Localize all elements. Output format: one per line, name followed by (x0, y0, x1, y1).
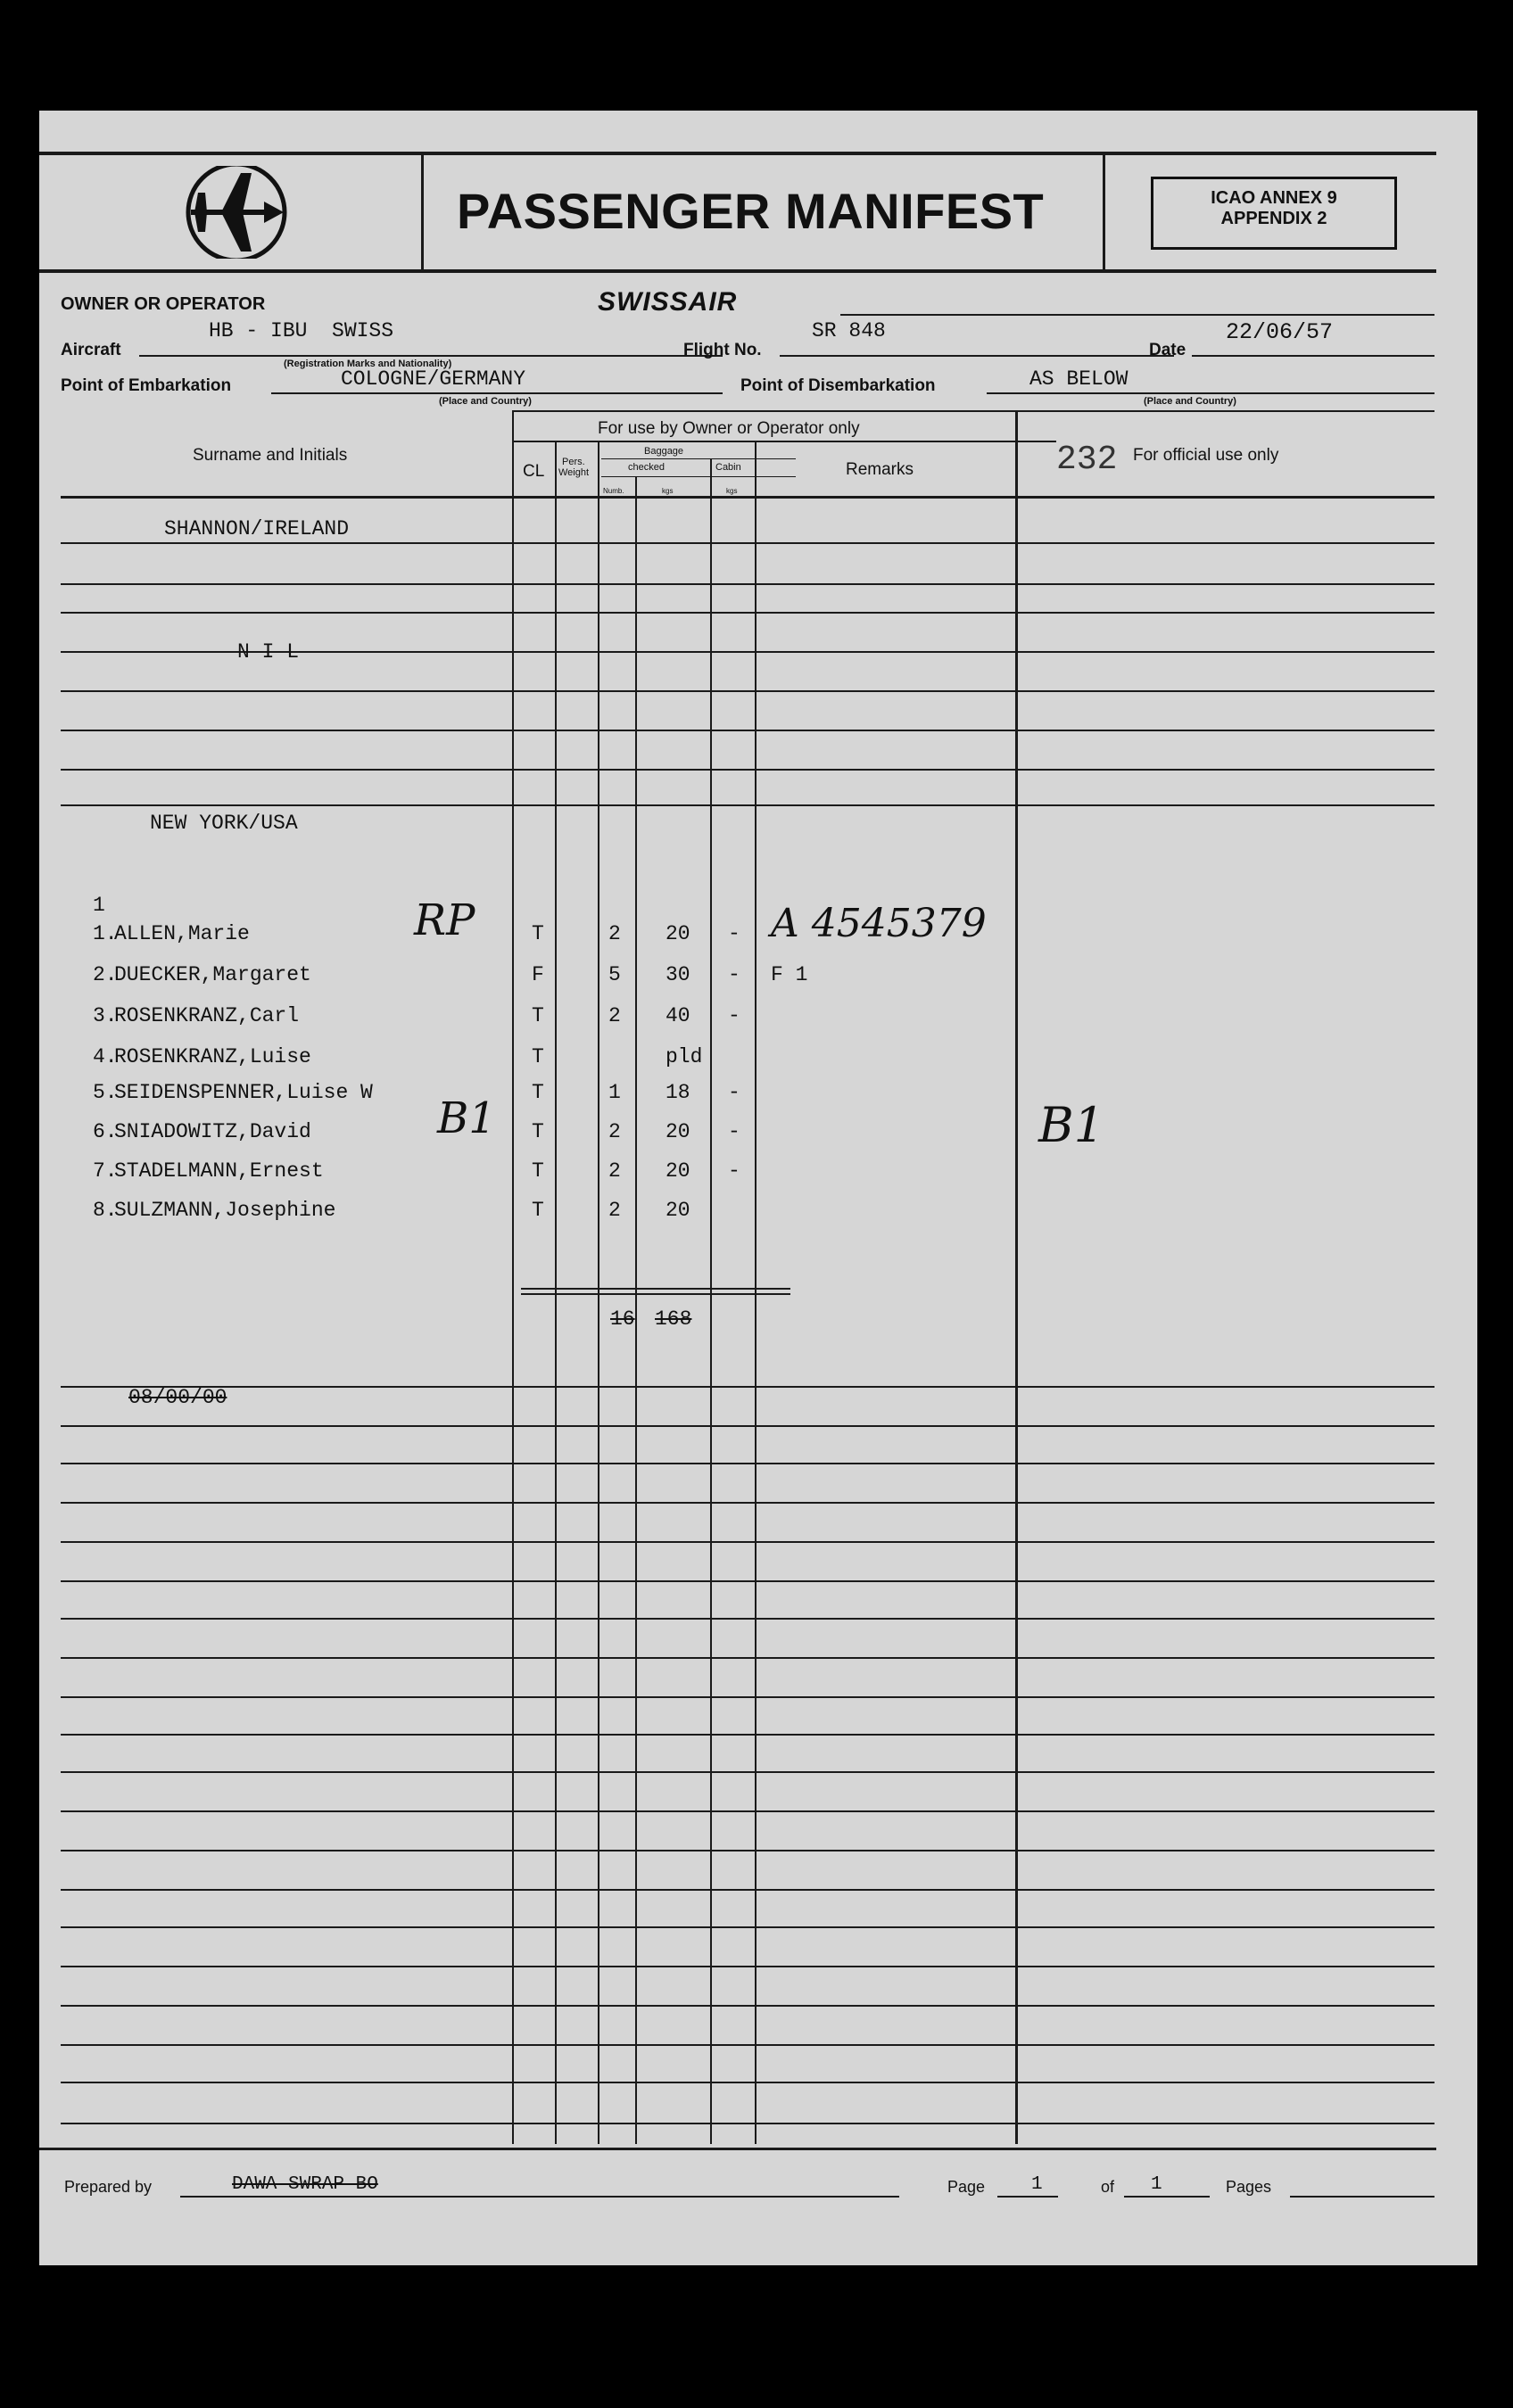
ruled-line (61, 1580, 1434, 1582)
checked-rule (601, 476, 796, 477)
disembark-rule (987, 392, 1434, 394)
official-mark: B1 (1038, 1097, 1105, 1153)
handwritten-mark: B1 (437, 1093, 496, 1143)
manifest-sheet (39, 111, 1477, 2265)
date-label: Date (1149, 341, 1186, 359)
col-kgs: kgs (662, 487, 674, 495)
col-cl: CL (523, 462, 545, 481)
passenger-number: 8. (93, 1199, 118, 1222)
passenger-class: T (532, 1159, 544, 1183)
passenger-remarks: F 1 (771, 963, 808, 986)
table-row (39, 895, 1436, 958)
pages-rule (1290, 2196, 1434, 2198)
header-top-line (512, 410, 1434, 412)
prepared-value: DAWA SWRAP BO (232, 2174, 378, 2195)
passenger-name: SULZMANN,Josephine (114, 1199, 336, 1222)
baggage-weight: 20 (666, 1159, 690, 1183)
date-value: 22/06/57 (1226, 319, 1334, 345)
passenger-name: ROSENKRANZ,Luise (114, 1045, 311, 1068)
passenger-class: T (532, 922, 544, 945)
col-official: For official use only (1133, 446, 1279, 465)
baggage-weight: 20 (666, 1120, 690, 1143)
aircraft-rule (139, 355, 723, 357)
table-row (39, 963, 1436, 999)
cabin-baggage: - (728, 1081, 740, 1104)
col-line-numb (635, 476, 637, 2144)
footer-top-line (39, 2148, 1436, 2150)
passenger-name: ALLEN,Marie (114, 922, 250, 945)
embark-value: COLOGNE/GERMANY (341, 367, 526, 391)
page-title: PASSENGER MANIFEST (457, 183, 1045, 239)
table-row (39, 1093, 1436, 1156)
header-divider-2 (1103, 152, 1105, 271)
official-number: 232 (1056, 441, 1118, 479)
owner-label: OWNER OR OPERATOR (61, 294, 266, 314)
col-weight: Weight (558, 467, 590, 478)
baggage-count: 2 (608, 1004, 621, 1027)
section-nil: N I L (237, 640, 300, 664)
disembark-label: Point of Disembarkation (740, 376, 936, 395)
passenger-remarks: A 4545379 (771, 901, 987, 946)
operator-use-label: For use by Owner or Operator only (598, 419, 860, 438)
cabin-baggage: - (728, 922, 740, 945)
col-remarks: Remarks (846, 460, 914, 479)
section-newyork: NEW YORK/USA (150, 812, 298, 835)
ruled-line (61, 2082, 1434, 2083)
icao-box (1151, 177, 1397, 250)
col-pers: Pers. (562, 457, 585, 467)
ruled-line (61, 769, 1434, 771)
baggage-rule (601, 458, 796, 459)
passenger-number: 2. (93, 963, 118, 986)
baggage-count: 5 (608, 963, 621, 986)
passenger-class: T (532, 1045, 544, 1068)
table-row (39, 1199, 1436, 1234)
baggage-weight: 20 (666, 1199, 690, 1222)
baggage-weight: 18 (666, 1081, 690, 1104)
ruled-line (61, 583, 1434, 585)
aircraft-caption: (Registration Marks and Nationality) (284, 359, 452, 369)
ruled-line (61, 1966, 1434, 1967)
ruled-line (61, 1386, 1434, 1388)
baggage-weight: pld (666, 1045, 703, 1068)
table-row (39, 1081, 1436, 1117)
flight-label: Flight No. (683, 341, 762, 359)
cabin-baggage: - (728, 963, 740, 986)
baggage-count: 2 (608, 1120, 621, 1143)
header-bottom-line (61, 496, 1434, 499)
owner-rule (840, 314, 1434, 316)
col-line-kgs (710, 458, 712, 2144)
ruled-line (61, 2005, 1434, 2007)
airplane-icon (186, 166, 287, 259)
of-value: 1 (1151, 2174, 1162, 2195)
ruled-line (61, 1850, 1434, 1851)
ruled-line (61, 1734, 1434, 1736)
col-numb: Numb. (603, 487, 624, 495)
of-rule (1124, 2196, 1210, 2198)
baggage-weight: 30 (666, 963, 690, 986)
ruled-line (61, 804, 1434, 806)
passenger-class: T (532, 1199, 544, 1222)
col-line-remarks (1015, 410, 1018, 2144)
passenger-number: 4. (93, 1045, 118, 1068)
baggage-weight: 40 (666, 1004, 690, 1027)
disembark-caption: (Place and Country) (1144, 396, 1236, 407)
cabin-baggage: - (728, 1159, 740, 1183)
flight-rule (780, 355, 1174, 357)
date-rule (1192, 355, 1434, 357)
total-numb: 16 (610, 1307, 635, 1331)
passenger-number: 3. (93, 1004, 118, 1027)
ruled-line (61, 1889, 1434, 1891)
embark-rule (271, 392, 723, 394)
table-row (39, 1159, 1436, 1195)
embark-label: Point of Embarkation (61, 376, 232, 395)
passenger-class: T (532, 1120, 544, 1143)
col-line-surname (512, 410, 514, 2144)
passenger-class: F (532, 963, 544, 986)
baggage-count: 2 (608, 1199, 621, 1222)
baggage-count: 1 (608, 1081, 621, 1104)
ruled-line (61, 1657, 1434, 1659)
table-row (39, 1004, 1436, 1040)
flight-value: SR 848 (812, 319, 886, 342)
ruled-line (61, 1541, 1434, 1543)
of-label: of (1101, 2178, 1115, 2196)
icao-line-2: APPENDIX 2 (1220, 209, 1327, 228)
passenger-name: DUECKER,Margaret (114, 963, 311, 986)
operator-use-rule (514, 441, 1056, 442)
section-shannon: SHANNON/IRELAND (164, 517, 350, 540)
handwritten-mark: RP (414, 895, 475, 945)
col-cabin: Cabin (715, 462, 741, 473)
passenger-number: 7. (93, 1159, 118, 1183)
icao-line-1: ICAO ANNEX 9 (1211, 188, 1337, 208)
pre-number: 1 (93, 894, 105, 917)
passenger-number: 5. (93, 1081, 118, 1104)
nil-code: 08/00/00 (128, 1386, 227, 1409)
passenger-name: ROSENKRANZ,Carl (114, 1004, 300, 1027)
ruled-line (61, 2123, 1434, 2124)
pages-label: Pages (1226, 2178, 1272, 2196)
totals-rule-2 (521, 1293, 790, 1295)
page-value: 1 (1031, 2174, 1043, 2195)
aircraft-label: Aircraft (61, 341, 121, 359)
passenger-number: 6. (93, 1120, 118, 1143)
table-row (39, 1045, 1436, 1081)
ruled-line (61, 1502, 1434, 1504)
ruled-line (61, 1771, 1434, 1773)
page-label: Page (947, 2178, 986, 2196)
ruled-line (61, 1696, 1434, 1698)
passenger-name: SNIADOWITZ,David (114, 1120, 311, 1143)
cabin-baggage: - (728, 1120, 740, 1143)
header-divider-1 (421, 152, 424, 271)
col-surname: Surname and Initials (193, 446, 348, 465)
col-checked: checked (628, 462, 665, 473)
col-kgs-cabin: kgs (726, 487, 738, 495)
passenger-name: SEIDENSPENNER,Luise W (114, 1081, 373, 1104)
passenger-class: T (532, 1004, 544, 1027)
prepared-label: Prepared by (64, 2178, 153, 2196)
total-kgs: 168 (655, 1307, 692, 1331)
baggage-weight: 20 (666, 922, 690, 945)
col-baggage: Baggage (644, 446, 684, 457)
ruled-line (61, 1618, 1434, 1620)
disembark-value: AS BELOW (1029, 367, 1129, 391)
header-bottom-rule (39, 269, 1436, 273)
ruled-line (61, 2044, 1434, 2046)
aircraft-value: HB - IBU SWISS (209, 319, 394, 342)
passenger-class: T (532, 1081, 544, 1104)
ruled-line (61, 612, 1434, 614)
cabin-baggage: - (728, 1004, 740, 1027)
ruled-line (61, 730, 1434, 731)
ruled-line (61, 1926, 1434, 1928)
ruled-line (61, 542, 1434, 544)
header-top-rule (39, 152, 1436, 155)
passenger-number: 1. (93, 922, 118, 945)
ruled-line (61, 1810, 1434, 1812)
passenger-name: STADELMANN,Ernest (114, 1159, 324, 1183)
baggage-count: 2 (608, 922, 621, 945)
ruled-line (61, 1425, 1434, 1427)
owner-value: SWISSAIR (598, 287, 738, 317)
embark-caption: (Place and Country) (439, 396, 532, 407)
page-rule (997, 2196, 1058, 2198)
ruled-line (61, 690, 1434, 692)
prepared-rule (180, 2196, 899, 2198)
baggage-count: 2 (608, 1159, 621, 1183)
ruled-line (61, 1463, 1434, 1464)
totals-rule-1 (521, 1288, 790, 1290)
